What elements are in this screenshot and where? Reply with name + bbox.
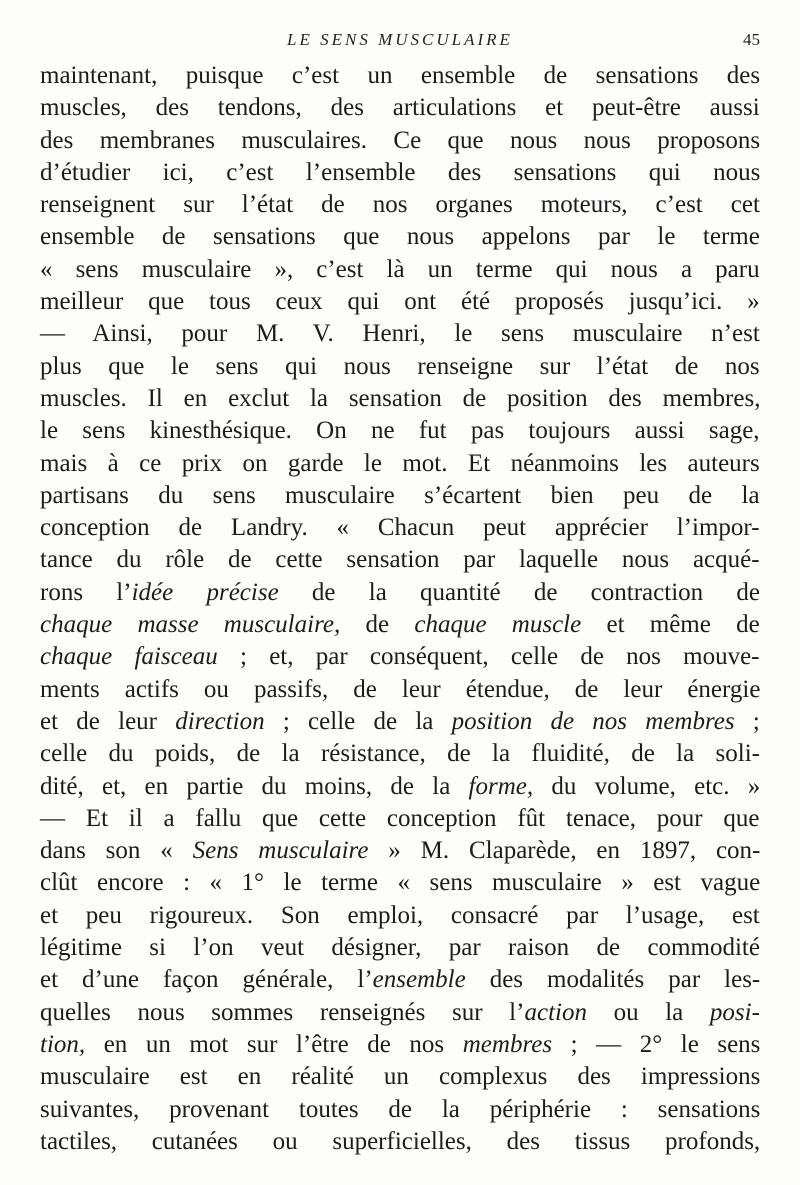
- text-line: [40, 415, 760, 447]
- text-line: [40, 1094, 760, 1126]
- italic-segment: position de nos membres: [451, 707, 735, 735]
- page-number: 45: [743, 30, 760, 49]
- text-line: [40, 221, 760, 253]
- text-line: [40, 318, 760, 350]
- text-segment: quelles nous sommes renseignés sur l’: [40, 998, 525, 1026]
- text-line: [40, 254, 760, 286]
- text-segment: ; celle de la: [264, 707, 452, 735]
- text-line: [40, 641, 760, 673]
- text-segment: de la quantité de contraction de: [278, 578, 760, 606]
- text-line: [40, 60, 760, 92]
- text-line: [40, 544, 760, 576]
- text-segment: suivantes, provenant toutes de la périphérie : sensations: [40, 1095, 761, 1123]
- text-segment: de: [340, 611, 415, 639]
- text-segment: et peu rigoureux. Son emploi, consacré par l’usage, est: [40, 901, 760, 929]
- text-segment: « sens musculaire », c’est là un terme qui nous a paru: [40, 255, 760, 283]
- text-segment: renseignent sur l’état de nos organes moteurs, c’est cet: [40, 191, 760, 219]
- text-segment: muscles, des tendons, des articulations et peut-être aussi: [40, 94, 760, 122]
- text-line: [40, 1126, 760, 1158]
- text-line: [40, 738, 760, 770]
- text-segment: muscles. Il en exclut la sensation de position des membres,: [40, 384, 761, 412]
- italic-segment: Sens musculaire: [192, 837, 369, 865]
- page-header: [40, 30, 760, 58]
- text-line: [40, 480, 760, 512]
- text-line: [40, 512, 760, 544]
- text-line: [40, 125, 760, 157]
- text-line: [40, 577, 760, 609]
- text-segment: mais à ce prix on garde le mot. Et néanmoins les auteurs: [40, 449, 760, 477]
- text-segment: dité, et, en partie du moins, de la: [40, 772, 469, 800]
- text-line: [40, 835, 760, 867]
- text-line: [40, 674, 760, 706]
- text-segment: ;: [734, 707, 760, 735]
- italic-segment: action: [524, 998, 587, 1026]
- italic-segment: chaque muscle: [414, 611, 582, 639]
- italic-segment: idée précise: [131, 578, 279, 606]
- text-segment: rons l’: [40, 578, 132, 606]
- text-segment: ; — 2° le sens: [552, 1030, 761, 1058]
- text-segment: dans son «: [40, 837, 193, 865]
- text-segment: des membranes musculaires. Ce que nous nous proposons: [40, 126, 761, 154]
- text-line: [40, 383, 760, 415]
- text-line: [40, 351, 760, 383]
- text-line: [40, 997, 760, 1029]
- italic-segment: chaque faisceau: [40, 643, 218, 671]
- text-segment: celle du poids, de la résistance, de la fluidité, de la soli-: [40, 740, 760, 768]
- text-line: [40, 92, 760, 124]
- text-segment: conception de Landry. « Chacun peut apprécier l’impor-: [40, 514, 760, 542]
- text-segment: le sens kinesthésique. On ne fut pas toujours aussi sage,: [40, 417, 760, 445]
- text-line: [40, 867, 760, 899]
- italic-segment: direction: [175, 707, 265, 735]
- text-segment: plus que le sens qui nous renseigne sur l’état de nos: [40, 352, 760, 380]
- text-segment: — Ainsi, pour M. V. Henri, le sens musculaire n’est: [40, 320, 760, 348]
- text-segment: ments actifs ou passifs, de leur étendue, de leur énergie: [40, 675, 761, 703]
- text-segment: légitime si l’on veut désigner, par raison de commodité: [40, 934, 760, 962]
- text-line: [40, 803, 760, 835]
- text-line: [40, 1029, 760, 1061]
- italic-segment: ensemble: [372, 966, 466, 994]
- text-segment: du volume, etc. »: [533, 772, 761, 800]
- text-segment: » M. Claparède, en 1897, con-: [368, 837, 761, 865]
- text-segment: tance du rôle de cette sensation par laquelle nous acqué-: [40, 546, 760, 574]
- italic-segment: chaque masse musculaire,: [40, 611, 341, 639]
- text-line: [40, 900, 760, 932]
- text-segment: meilleur que tous ceux qui ont été proposés jusqu’ici. »: [40, 288, 760, 316]
- body-text: [40, 60, 760, 1158]
- running-title: LE SENS MUSCULAIRE: [287, 30, 513, 49]
- text-segment: des modalités par les-: [465, 966, 761, 994]
- text-segment: ; et, par conséquent, celle de nos mouve-: [217, 643, 760, 671]
- text-line: [40, 448, 760, 480]
- text-segment: partisans du sens musculaire s’écartent bien peu de la: [40, 481, 760, 509]
- text-segment: d’étudier ici, c’est l’ensemble des sensations qui nous: [40, 158, 761, 186]
- text-segment: en un mot sur l’être de nos: [85, 1030, 463, 1058]
- text-segment: et de leur: [40, 707, 176, 735]
- text-line: [40, 1061, 760, 1093]
- text-line: [40, 932, 760, 964]
- text-segment: ou la: [586, 998, 710, 1026]
- italic-segment: forme,: [468, 772, 534, 800]
- italic-segment: membres: [462, 1030, 553, 1058]
- text-line: [40, 189, 760, 221]
- text-line: [40, 706, 760, 738]
- text-segment: musculaire est en réalité un complexus des impressions: [40, 1063, 761, 1091]
- text-line: [40, 609, 760, 641]
- text-segment: et même de: [581, 611, 760, 639]
- text-segment: tactiles, cutanées ou superficielles, des tissus profonds,: [40, 1127, 761, 1155]
- italic-segment: posi-: [709, 998, 760, 1026]
- text-segment: ensemble de sensations que nous appelons par le terme: [40, 223, 760, 251]
- text-segment: — Et il a fallu que cette conception fût tenace, pour que: [40, 804, 760, 832]
- text-line: [40, 964, 760, 996]
- text-segment: maintenant, puisque c’est un ensemble de sensations des: [40, 62, 761, 89]
- italic-segment: tion,: [40, 1030, 86, 1058]
- text-segment: et d’une façon générale, l’: [40, 966, 373, 994]
- text-line: [40, 157, 760, 189]
- text-line: [40, 771, 760, 803]
- text-line: [40, 286, 760, 318]
- text-segment: clût encore : « 1° le terme « sens musculaire » est vague: [40, 869, 761, 897]
